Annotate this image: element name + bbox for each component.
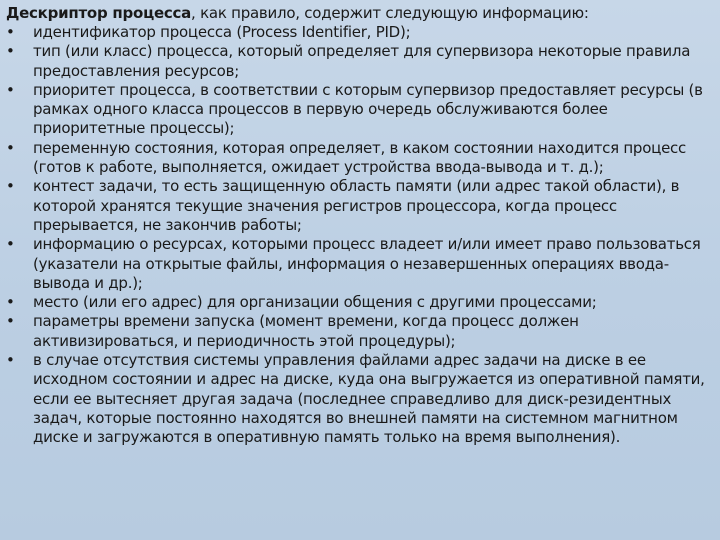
list-item (6, 293, 712, 312)
list-item-text: место (или его адрес) для организации общения с другими процессами; (33, 293, 597, 312)
list-item-text: приоритет процесса, в соответствии с которым супервизор предоставляет ресурсы (в рамках одного класса процессов в первую очередь обслуживаются более приоритетные процессы); (33, 80, 703, 138)
list-item-text: контест задачи, то есть защищенную область памяти (или адрес такой области), в которой хранятся текущие значения регистров процессора, когда процесс прерывается, не закончив работы; (33, 177, 680, 234)
bullet-icon: • (6, 23, 15, 41)
list-item (6, 139, 712, 178)
list-item (6, 23, 712, 42)
list-item (6, 312, 712, 351)
bullet-icon: • (6, 138, 15, 157)
list-item-text: переменную состояния, которая определяет, в каком состоянии находится процесс (готов к работе, выполняется, ожидает устройства ввода-вывода и т. д.); (33, 138, 687, 177)
list-item-text: информацию о ресурсах, которыми процесс владеет и/или имеет право пользоваться (указатели на открытые файлы, информация о незавершенных операциях ввода-вывода и др.); (33, 235, 701, 292)
list-item (6, 42, 712, 81)
list-item-text: идентификатор процесса (Process Identifier, PID); (33, 23, 411, 41)
bullet-icon: • (6, 177, 15, 196)
slide-content (6, 4, 712, 536)
bullet-icon: • (6, 351, 15, 370)
list-item (6, 81, 712, 139)
intro-line (6, 4, 712, 23)
intro-text: , как правило, содержит следующую информацию: (191, 4, 589, 22)
list-item-text: тип (или класс) процесса, который определяет для супервизора некоторые правила предоставления ресурсов; (33, 42, 691, 80)
list-item (6, 177, 712, 235)
list-item-text: параметры времени запуска (момент времени, когда процесс должен активизироваться, и периодичность этой процедуры); (33, 312, 579, 350)
bullet-icon: • (6, 312, 15, 331)
list-item (6, 235, 712, 293)
bullet-icon: • (6, 80, 15, 99)
list-item (6, 351, 712, 447)
bullet-icon: • (6, 293, 15, 312)
bullet-icon: • (6, 42, 15, 61)
intro-term: Дескриптор процесса (6, 4, 192, 22)
list-item-text: в случае отсутствия системы управления файлами адрес задачи на диске в ее исходном состоянии и адрес на диске, куда она выгружается из оперативной памяти, если ее вытесняет другая задача (последнее справедливо для диск-резидентных задач, которые постоянно находятся во внешней памяти на системном магнитном диске и загружаются в оперативную память только на время выполнения). (33, 351, 705, 447)
bullet-list (6, 23, 712, 448)
bullet-icon: • (6, 235, 15, 254)
